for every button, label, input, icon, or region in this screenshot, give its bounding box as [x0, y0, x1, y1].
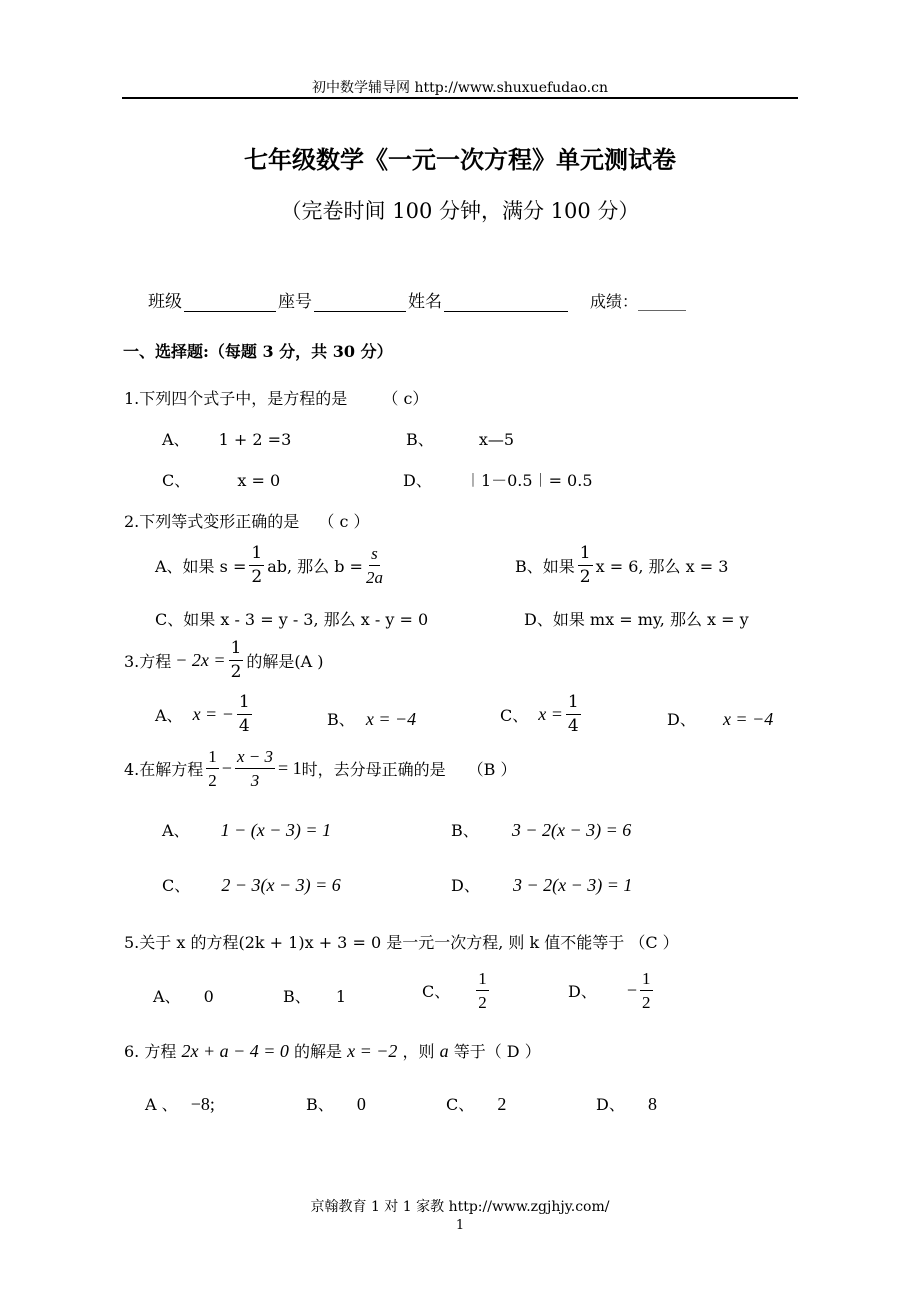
option-a: [155, 545, 386, 587]
option-a: [162, 427, 291, 450]
question-6: [124, 1039, 541, 1062]
option-label: A、如果 s =: [155, 557, 247, 577]
option-text: x = 6, 那么 x = 3: [595, 557, 729, 577]
option-b: [283, 984, 346, 1007]
option-c: [446, 1092, 506, 1115]
option-text: 1 + 2 =3: [218, 430, 292, 449]
option-b: [406, 427, 514, 450]
option-expr: x = −4: [365, 709, 417, 729]
option-text: 8: [647, 1094, 657, 1114]
question-answer: 等于（ D ）: [453, 1042, 541, 1061]
option-label: B、: [306, 1095, 334, 1114]
equation: 2x + a − 4 = 0: [181, 1041, 289, 1061]
option-expr: 3 − 2(x − 3) = 6: [511, 820, 632, 840]
question-answer: 的解是(A ): [246, 652, 324, 672]
option-label: A、: [155, 706, 183, 726]
option-a: [153, 984, 214, 1007]
question-4: [124, 748, 517, 790]
page-number: 1: [455, 1218, 465, 1233]
option-d: [596, 1092, 657, 1115]
question-stem: 6. 方程: [124, 1042, 177, 1061]
option-label: B、如果: [515, 557, 575, 577]
fraction: $\frac{1}{4}$: [567, 692, 579, 736]
question-stem: 4.在解方程: [124, 760, 204, 780]
option-c: C、如果 x - 3 = y - 3, 那么 x - y = 0: [155, 610, 429, 629]
question-1: [124, 386, 428, 409]
option-label: A 、: [145, 1095, 178, 1114]
operator: −: [626, 980, 637, 1001]
seat-label: 座号: [278, 292, 312, 312]
option-label: C、: [446, 1095, 475, 1114]
header-rule: [122, 97, 798, 99]
option-b: [327, 707, 416, 730]
option-c: [500, 694, 584, 736]
option-label: A、: [153, 987, 181, 1006]
variable: a: [439, 1041, 449, 1061]
question-2: [124, 509, 370, 532]
fraction: $\frac{1}{2}$: [642, 969, 651, 1012]
option-text: 0: [356, 1094, 366, 1114]
question-stem: 2.下列等式变形正确的是: [124, 512, 300, 531]
page-subtitle: （完卷时间 100 分钟，满分 100 分）: [280, 199, 640, 223]
option-d: [451, 873, 632, 896]
option-label: D、: [596, 1095, 625, 1114]
option-c: [162, 873, 341, 896]
option-expr: x =: [538, 704, 563, 725]
option-label: D、: [667, 710, 696, 729]
option-label: C、: [500, 706, 529, 726]
class-field[interactable]: [184, 291, 276, 312]
option-text: x = 0: [237, 471, 281, 490]
question-5: 5.关于 x 的方程(2k + 1)x + 3 = 0 是一元一次方程, 则 k 值不能等于 （C ）: [124, 933, 679, 952]
option-label: B、: [327, 710, 355, 729]
option-label: B、: [283, 987, 311, 1006]
option-text: ab, 那么 b =: [267, 557, 363, 577]
option-expr: x = −: [192, 704, 234, 725]
option-text: 1: [335, 987, 347, 1006]
option-label: A、: [162, 430, 190, 449]
name-label: 姓名: [408, 292, 442, 312]
question-stem: 的解是: [293, 1042, 342, 1061]
page-title: 七年级数学《一元一次方程》单元测试卷: [244, 145, 676, 174]
option-label: B、: [451, 821, 479, 840]
question-answer: （ c ）: [318, 512, 370, 531]
question-answer: （ c）: [382, 389, 429, 408]
option-a: [162, 818, 331, 841]
section-heading: 一、选择题:（每题 3 分，共 30 分）: [123, 342, 393, 361]
question-3: [124, 640, 324, 682]
fraction: $\frac{s}{2a}$: [365, 544, 383, 587]
question-answer: （B ）: [467, 760, 517, 780]
option-text: x—5: [478, 430, 515, 449]
option-c: [422, 970, 492, 1012]
fraction: $\frac{1}{2}$: [208, 747, 217, 790]
question-stem: ，则: [402, 1042, 435, 1061]
operator: −: [221, 758, 232, 779]
option-text: ︱1－0.5︱= 0.5: [464, 471, 593, 490]
question-stem: 时，去分母正确的是: [301, 760, 446, 780]
option-text: 2: [497, 1094, 507, 1114]
option-d: [667, 707, 773, 730]
fraction: $\frac{x - 3}{3}$: [236, 747, 273, 790]
seat-field[interactable]: [314, 291, 406, 312]
option-c: [162, 468, 280, 491]
option-text: 0: [203, 987, 214, 1006]
option-d: [403, 468, 593, 491]
option-expr: 3 − 2(x − 3) = 1: [512, 875, 633, 895]
operator: = 1: [277, 758, 302, 779]
equation: x = −2: [347, 1041, 398, 1061]
page-header: 初中数学辅导网 http://www.shuxuefudao.cn: [312, 80, 608, 96]
option-d: D、如果 mx = my, 那么 x = y: [524, 610, 749, 629]
option-d: [568, 970, 656, 1012]
fraction: $\frac{1}{2}$: [251, 543, 263, 587]
option-text: −8;: [190, 1094, 215, 1114]
option-label: D、: [568, 982, 597, 1002]
option-a: [145, 1092, 215, 1115]
option-label: D、: [451, 876, 480, 895]
option-b: [515, 545, 728, 587]
option-label: D、: [403, 471, 432, 490]
class-label: 班级: [148, 292, 182, 312]
option-expr: x = −4: [722, 709, 774, 729]
option-expr: 2 − 3(x − 3) = 6: [221, 875, 341, 895]
question-stem: 3.方程: [124, 652, 172, 672]
option-label: C、: [162, 876, 191, 895]
equation: − 2x =: [175, 650, 226, 671]
option-expr: 1 − (x − 3) = 1: [220, 820, 332, 840]
name-field[interactable]: [444, 291, 568, 312]
fraction: $\frac{1}{2}$: [230, 638, 242, 682]
option-label: B、: [406, 430, 434, 449]
option-label: C、: [162, 471, 191, 490]
question-stem: 1.下列四个式子中，是方程的是: [124, 389, 348, 408]
option-label: C、: [422, 982, 451, 1002]
option-b: [451, 818, 631, 841]
student-info-row: [148, 287, 686, 312]
option-label: A、: [162, 821, 190, 840]
fraction: $\frac{1}{2}$: [579, 543, 591, 587]
fraction: $\frac{1}{4}$: [238, 692, 250, 736]
page-footer: 京翰教育 1 对 1 家教 http://www.zgjhjy.com/: [310, 1199, 610, 1215]
option-b: [306, 1092, 366, 1115]
score-label: 成绩：______: [590, 292, 687, 311]
option-a: [155, 694, 255, 736]
fraction: $\frac{1}{2}$: [478, 969, 487, 1012]
